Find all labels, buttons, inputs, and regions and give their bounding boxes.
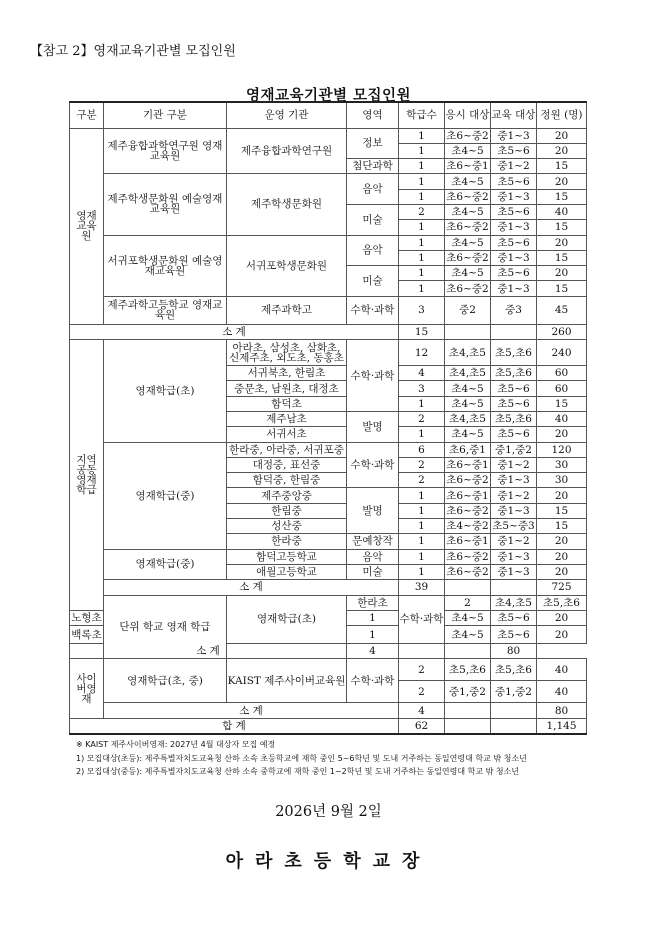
table-row: 미술 1 초4~5 초5~6 20 — [70, 266, 587, 281]
subtotal-row: 소 계 15 260 — [70, 324, 587, 339]
table-row: 1 초4~5 초5~6 20 — [70, 143, 587, 158]
table-row: 1 초6~중2 중1~3 15 — [70, 220, 587, 235]
header-eligible: 응시 대상 — [445, 102, 491, 128]
institution-cell: 제주학생문화원 예술영재교육원 — [104, 174, 227, 235]
table-row: 지역 공동 영재 학급 영재학급(초) 아라초, 삼성초, 삼화초, 신제주초, 외도초, 동홍초 수학·과학 12 초4,초5 초5,초6 240 — [70, 340, 587, 366]
field-cell: 음악 — [347, 235, 399, 266]
reference-heading: 【참고 2】영재교육기관별 모집인원 — [30, 44, 236, 59]
header-inst-type: 기관 구분 — [104, 102, 227, 128]
field-cell: 수학·과학 — [347, 296, 399, 324]
operator-cell: 백록초 — [70, 626, 104, 644]
table-row: 서귀서초 1 초4~5 초5~6 20 — [70, 427, 587, 442]
table-row: 제주학생문화원 예술영재교육원 제주학생문화원 음악 1 초4~5 초5~6 20 — [70, 174, 587, 189]
operator-cell: 대정중, 표선중 — [227, 457, 347, 472]
document-date: 2026년 9월 2일 — [275, 804, 382, 820]
table-row: 제주중앙중 발명 1 초6~중1 중1~2 20 — [70, 488, 587, 503]
table-row: 1 초6~중2 중1~3 15 — [70, 189, 587, 204]
institution-cell: 영재학급(중) — [104, 549, 227, 580]
operator-cell: 제주융합과학연구원 — [227, 128, 347, 174]
field-cell: 미술 — [347, 204, 399, 235]
operator-cell: 노형초 — [71, 611, 102, 624]
operator-cell: 제주남초 — [227, 411, 347, 426]
field-cell: 미술 — [347, 266, 399, 297]
operator-cell: 함덕고등학교 — [227, 549, 347, 564]
header-gubun: 구분 — [70, 102, 104, 128]
operator-cell: 제주과학고 — [227, 296, 347, 324]
header-field: 영역 — [347, 102, 399, 128]
institution-cell: 영재학급(초) — [227, 595, 347, 644]
header-edu-target: 교육 대상 — [491, 102, 537, 128]
table-row: 미술 2 초4~5 초5~6 40 — [70, 204, 587, 219]
school-signature: 아라초등학교장 — [225, 851, 432, 872]
table-row: 제주남초 발명 2 초4,초5 초5,초6 40 — [70, 411, 587, 426]
field-cell: 정보 — [347, 128, 399, 159]
table-row: 한라중 문예창작 1 초6~중1 중1~2 20 — [70, 534, 587, 549]
operator-cell: 서귀북초, 한림초 — [227, 366, 347, 381]
operator-cell: 서귀서초 — [227, 427, 347, 442]
footnote-elementary: 1) 모집대상(초등): 제주특별자치도교육청 산하 소속 초등학교에 재학 중인 5~6학년 및 도내 거주하는 동일연령대 학교 밖 청소년 — [76, 753, 527, 763]
group-label: 단위 학교 영재 학급 — [104, 595, 227, 659]
table-row: 1 초6~중2 중1~3 15 — [70, 250, 587, 265]
table-row: 백록초 1 초4~5 초5~6 20 — [70, 626, 587, 644]
institution-cell: 서귀포학생문화원 예술영재교육원 — [104, 235, 227, 296]
institution-cell: 영재학급(중) — [104, 442, 227, 549]
operator-cell: 아라초, 삼성초, 삼화초, 신제주초, 외도초, 동홍초 — [227, 340, 347, 366]
header-row — [70, 102, 587, 128]
field-cell: 첨단과학 — [347, 159, 399, 174]
institution-cell: 제주융합과학연구원 영재교육원 — [104, 128, 227, 174]
operator-cell: 성산중 — [227, 519, 347, 534]
operator-cell: 한라중, 아라중, 서귀포중 — [227, 442, 347, 457]
subtotal-row: 소 계 4 80 — [70, 703, 587, 718]
table-row: 애월고등학교 미술 1 초6~중2 중1~3 20 — [70, 564, 587, 579]
operator-cell: 한림중 — [227, 503, 347, 518]
header-classes: 학급수 — [399, 102, 445, 128]
table-row: 영재학급(중) 한라중, 아라중, 서귀포중 수학·과학 6 초6,중1 중1,중2 120 — [70, 442, 587, 457]
table-row: 대정중, 표선중 2 초6~중1 중1~2 30 — [70, 457, 587, 472]
institution-cell: 영재학급(초, 중) — [104, 659, 227, 703]
recruitment-table — [69, 101, 587, 735]
field-cell: 음악 — [347, 174, 399, 205]
table-row: 영재 교육원 제주융합과학연구원 영재교육원 제주융합과학연구원 정보 1 초6~중2 중1~3 20 — [70, 128, 587, 143]
total-row: 합 계 62 1,145 — [70, 718, 587, 733]
operator-cell: 한라초 — [347, 595, 399, 610]
table-row: 제주과학고등학교 영재교육원 제주과학고 수학·과학 3 중2 중3 45 — [70, 296, 587, 324]
footnote-kaist: ※ KAIST 제주사이버영재: 2027년 4월 대상자 모집 예정 — [76, 740, 276, 749]
table-row: 함덕중, 한림중 2 초6~중2 중1~3 30 — [70, 473, 587, 488]
subtotal-row: 소 계 39 725 — [70, 580, 587, 595]
header-operator: 운영 기관 — [227, 102, 347, 128]
group-label: 사이 버영 재 — [70, 659, 104, 718]
operator-cell: 애월고등학교 — [227, 564, 347, 579]
field-cell: 수학·과학 — [347, 659, 399, 703]
table-row: 노형초 1 초4~5 초5~6 20 — [70, 610, 587, 625]
table-row: 첨단과학 1 초6~중1 중1~2 15 — [70, 159, 587, 174]
field-cell: 발명 — [347, 488, 399, 534]
table-title: 영재교육기관별 모집인원 — [245, 87, 412, 104]
group-label: 영재 교육원 — [70, 128, 104, 324]
table-row: 1 초6~중2 중1~3 15 — [70, 281, 587, 296]
field-cell: 음악 — [347, 549, 399, 564]
field-cell: 수학·과학 — [347, 340, 399, 412]
header-quota: 정원 (명) — [537, 102, 587, 128]
footnotes — [76, 738, 636, 779]
table-row: 서귀북초, 한림초 4 초4,초5 초5,초6 60 — [70, 366, 587, 381]
institution-cell: 제주과학고등학교 영재교육원 — [104, 296, 227, 324]
field-cell: 미술 — [347, 564, 399, 579]
operator-cell: KAIST 제주사이버교육원 — [227, 659, 347, 703]
institution-cell: 영재학급(초) — [104, 340, 227, 442]
group-label: 지역 공동 영재 학급 — [70, 340, 104, 611]
operator-cell: 한라중 — [227, 534, 347, 549]
operator-cell: 중문초, 남원초, 대정초 — [227, 381, 347, 396]
table-row: 영재학급(중) 함덕고등학교 음악 1 초6~중2 중1~3 20 — [70, 549, 587, 564]
operator-cell: 제주학생문화원 — [227, 174, 347, 235]
operator-cell: 함덕초 — [227, 396, 347, 411]
subtotal-row: 소 계 4 80 — [70, 644, 587, 659]
table-row: 사이 버영 재 영재학급(초, 중) KAIST 제주사이버교육원 수학·과학 2 초5,초6 초5,초6 40 — [70, 659, 587, 681]
field-cell: 수학·과학 — [399, 595, 445, 644]
table-row: 중문초, 남원초, 대정초 3 초4~5 초5~6 60 — [70, 381, 587, 396]
footnote-middle: 2) 모집대상(중등): 제주특별자치도교육청 산하 소속 중학교에 재학 중인 1~2학년 및 도내 거주하는 동일연령대 학교 밖 청소년 — [76, 767, 520, 776]
table-row: 단위 학교 영재 학급 영재학급(초) 한라초 수학·과학 2 초4,초5 초5,초6 — [70, 595, 587, 610]
table-row: 성산중 1 초4~중2 초5~중3 15 — [70, 519, 587, 534]
field-cell: 수학·과학 — [347, 442, 399, 488]
field-cell: 발명 — [347, 411, 399, 442]
table-row: 함덕초 1 초4~5 초5~6 15 — [70, 396, 587, 411]
table-row: 서귀포학생문화원 예술영재교육원 서귀포학생문화원 음악 1 초4~5 초5~6 20 — [70, 235, 587, 250]
table-row: 2 중1,중2 중1,중2 40 — [70, 681, 587, 703]
operator-cell: 서귀포학생문화원 — [227, 235, 347, 296]
table-row: 한림중 1 초6~중2 중1~3 15 — [70, 503, 587, 518]
field-cell: 문예창작 — [347, 534, 399, 549]
operator-cell: 함덕중, 한림중 — [227, 473, 347, 488]
operator-cell: 제주중앙중 — [227, 488, 347, 503]
